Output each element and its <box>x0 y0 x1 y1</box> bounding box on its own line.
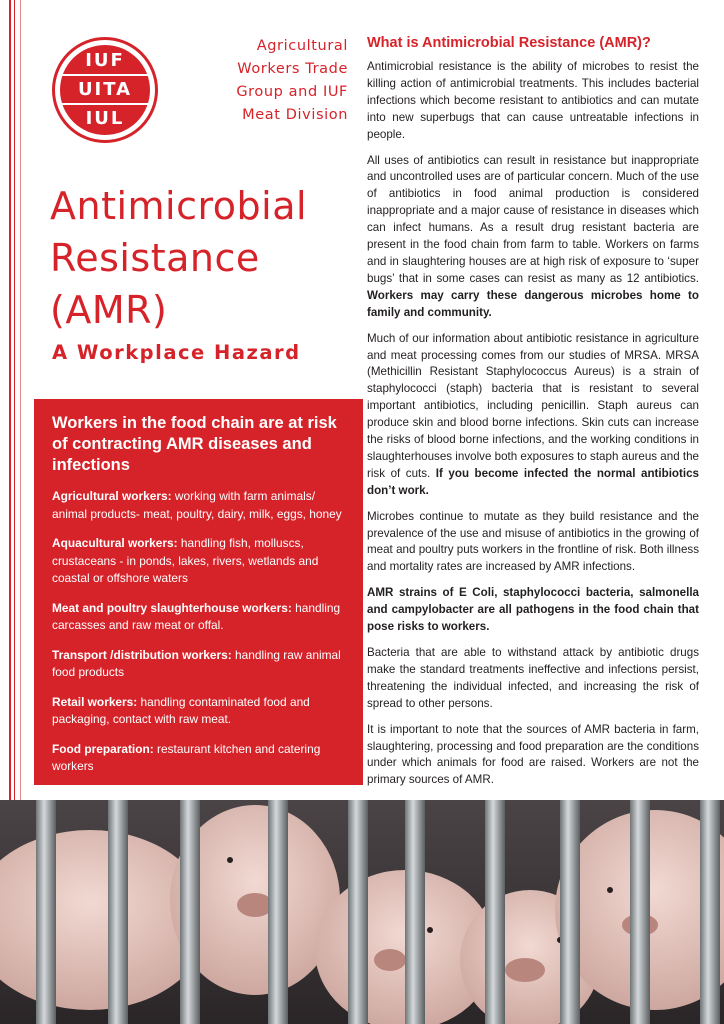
paragraph-emphasis: Workers may carry these dangerous microbes home to family and community. <box>367 288 699 319</box>
logo-text-iuf: IUF <box>85 50 125 71</box>
logo-text-uita: UITA <box>77 79 133 100</box>
article-paragraph: Bacteria that are able to withstand attack by antibiotic drugs make the standard treatments ineffective and infections persist, threatening the individual infected, and increasing the risk of spread to other persons. <box>367 646 699 710</box>
article-heading: What is Antimicrobial Resistance (AMR)? <box>367 35 651 51</box>
list-item <box>52 741 349 776</box>
article-paragraph <box>367 153 699 322</box>
item-text: handling carcasses and raw meat or offal. <box>52 600 341 632</box>
article-paragraph: Antimicrobial resistance is the ability of microbes to resist the killing action of antimicrobial treatments. This includes bacterial infections which become resistant to antibiotics and can mutate into new superbugs that can cause untreatable infections in people. <box>367 60 699 141</box>
title-line: Antimicrobial <box>50 184 308 228</box>
item-text: handling contaminated food and packaging, contact with raw meat. <box>52 694 310 726</box>
article-paragraph <box>367 585 699 636</box>
list-item <box>52 647 349 682</box>
at-risk-workers-box <box>34 399 363 785</box>
organization-name <box>236 35 348 127</box>
item-label: Transport /distribution workers: <box>52 647 232 662</box>
item-text: handling raw animal food products <box>52 647 341 679</box>
list-item <box>52 600 349 635</box>
article-paragraph <box>367 331 699 500</box>
pigs-behind-bars-photo <box>0 800 724 1024</box>
org-line: Workers Trade <box>237 61 348 77</box>
title-line: (AMR) <box>50 288 168 332</box>
org-line: Group and IUF <box>236 84 348 100</box>
logo-divider <box>60 74 150 76</box>
paragraph-emphasis: AMR strains of E Coli, staphylococci bacteria, salmonella and campylobacter are all pathogens in the food chain that pose risks to workers. <box>367 586 699 634</box>
item-label: Aquacultural workers: <box>52 536 178 550</box>
org-line: Meat Division <box>242 107 348 123</box>
paragraph-emphasis: If you become infected the normal antibiotics don’t work. <box>367 466 699 497</box>
item-label: Meat and poultry slaughterhouse workers: <box>52 600 292 615</box>
title-line: Resistance <box>50 236 260 280</box>
list-item <box>52 535 349 588</box>
at-risk-heading: Workers in the food chain are at risk of contracting AMR diseases and infections <box>52 414 337 474</box>
article-column <box>367 33 699 798</box>
list-item <box>52 488 349 523</box>
article-paragraph: Microbes continue to mutate as they build resistance and the prevalence of the use and misuse of antibiotics in the growing of meat and poultry puts workers in the frontline of risk. Both illness and mortality rates are increased by AMR infections. <box>367 509 699 574</box>
list-item <box>52 694 349 729</box>
org-line: Agricultural <box>256 38 348 54</box>
article-paragraph: It is important to note that the sources of AMR bacteria in farm, slaughtering, processing and food preparation are the conditions under which animals for food are raised. Workers are not the primary sources of AMR. <box>367 722 699 787</box>
item-label: Food preparation: <box>52 741 154 756</box>
item-text: working with farm animals/ animal products- meat, poultry, dairy, milk, eggs, honey <box>52 489 342 521</box>
item-label: Retail workers: <box>52 694 138 709</box>
item-text: handling fish, molluscs, crustaceans - in ponds, lakes, rivers, wetlands and coastal or offshore waters <box>52 536 319 585</box>
logo-divider <box>60 103 150 105</box>
page-title <box>50 180 307 336</box>
decorative-line <box>20 0 21 800</box>
photo-illustration <box>0 800 724 1024</box>
paragraph-text: All uses of antibiotics can result in resistance but inappropriate and uncontrolled uses are of particular concern. Much of the use of antibiotics in food animal production is considered inappropriate and a major cause of resistance in diseases which can infect humans. As a result drug resistant bacteria are present in the food chain from farm to table. Workers on farms and in slaughtering houses are at high risk of exposure to ‘super bugs’ that in some cases can resist as many as 12 antibiotics. <box>367 153 699 285</box>
decorative-line <box>14 0 15 800</box>
decorative-line <box>9 0 11 800</box>
page-subtitle: A Workplace Hazard <box>52 341 301 364</box>
item-label: Agricultural workers: <box>52 489 172 503</box>
paragraph-text: Much of our information about antibiotic resistance in agriculture and meat processing comes from our studies of MRSA. MRSA (Methicillin Resistant Staphylococcus Aureus) is a strain of staphylococci (staph) bacteria that is resistant to several important antibiotics, including penicillin. Staph aureus can produce skin and blood borne infections. Skin cuts can increase the risks of blood borne infections, and the working conditions in slaughterhouses involve both exposures to staph aureus and the risk of cuts. <box>367 331 699 480</box>
item-text: restaurant kitchen and catering workers <box>52 741 321 773</box>
logo-text-iul: IUL <box>85 108 125 129</box>
